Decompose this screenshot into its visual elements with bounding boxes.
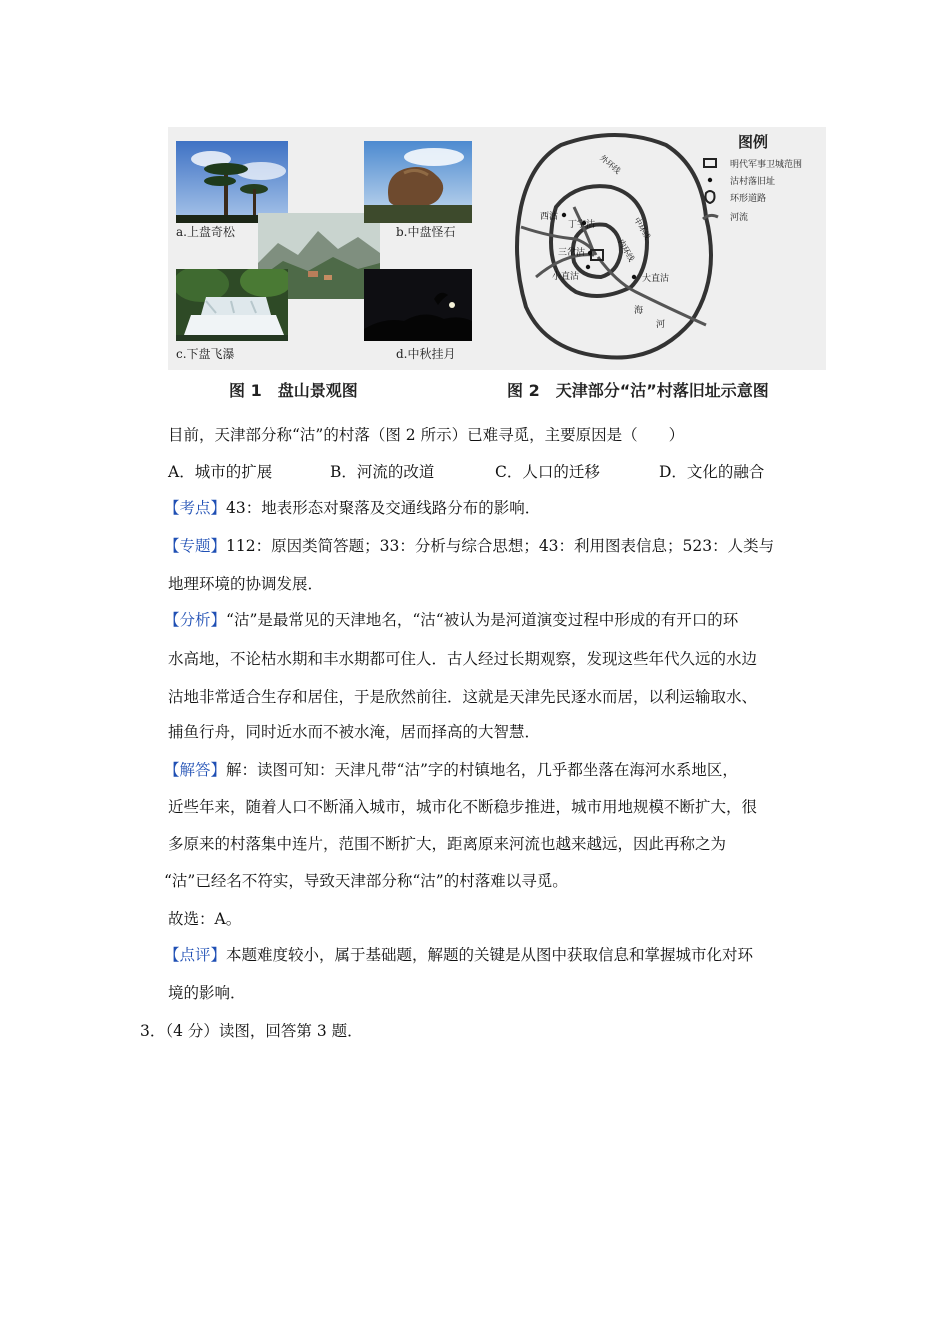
legend-title: 图例 (738, 133, 769, 151)
map-label-dazhi: 大直沽 (642, 274, 670, 284)
jieda-line4: “沽”已经名不符实，导致天津部分称“沽”的村落难以寻觅。 (164, 872, 568, 890)
option-b: B．河流的改道 (330, 463, 435, 481)
map-label-hai: 海 (634, 306, 644, 316)
option-a: A．城市的扩展 (168, 463, 273, 481)
dianping-line2: 境的影响． (168, 984, 246, 1002)
zhuanti-tag: 【专题】 (164, 537, 227, 555)
dianping-line1 (164, 945, 753, 965)
legend-ring-icon (706, 191, 715, 203)
village-dot (562, 213, 566, 217)
fenxi-text1: “沽”是最常见的天津地名，“沽“被认为是河道演变过程中形成的有开口的环 (226, 611, 739, 629)
kaodian-text: 43：地表形态对聚落及交通线路分布的影响． (226, 499, 541, 517)
dianping-text1: 本题难度较小，属于基础题，解题的关键是从图中获取信息和掌握城市化对环 (226, 946, 754, 964)
dianping-tag: 【点评】 (164, 946, 227, 964)
fenxi-line3: 沽地非常适合生存和居住，于是欣然前往．这就是天津先民逐水而居，以利运输取水、 (168, 688, 758, 706)
option-d: D．文化的融合 (659, 463, 765, 481)
photo-b-label: b.中盘怪石 (396, 225, 456, 239)
zhuanti-text1: 112：原因类简答题；33：分析与综合思想；43：利用图表信息；523：人类与 (226, 537, 775, 555)
map-label-middle-ring: 中环线 (632, 215, 652, 242)
jieda-line3: 多原来的村落集中连片，范围不断扩大，距离原来河流也越来越远，因此再称之为 (168, 835, 727, 853)
map-label-sancha: 三岔沽 (558, 248, 586, 258)
question-stem: 目前，天津部分称“沽”的村落（图 2 所示）已难寻觅，主要原因是（ ） (168, 426, 685, 444)
photo-d-label: d.中秋挂月 (396, 347, 456, 361)
figure2-caption: 图 2 天津部分“沽”村落旧址示意图 (507, 381, 769, 400)
next-question: 3．（4 分）读图，回答第 3 题． (140, 1022, 363, 1040)
map-label-xigu: 西沽 (540, 212, 559, 222)
photo-d-moon (364, 269, 472, 341)
map-label-he: 河 (656, 320, 666, 330)
legend-village-icon (708, 178, 712, 182)
jieda-text1: 解：读图可知：天津凡带“沽”字的村镇地名，几乎都坐落在海河水系地区， (226, 761, 738, 779)
map-label-dingzi: 丁字沽 (568, 220, 596, 230)
village-dot (586, 265, 590, 269)
legend-river-label: 河流 (730, 213, 749, 223)
zhuanti-line1 (164, 536, 774, 556)
fenxi-line2: 水高地，不论枯水期和丰水期都可住人．古人经过长期观察，发现这些年代久远的水边 (168, 650, 758, 668)
jieda-line2: 近些年来，随着人口不断涌入城市，城市化不断稳步推进，城市用地规模不断扩大，很 (168, 798, 758, 816)
photo-a-pine (176, 141, 288, 223)
map-label-outer-ring: 外环线 (597, 153, 623, 176)
jieda-answer: 故选：A。 (168, 910, 242, 928)
jieda-line1 (164, 760, 738, 780)
kaodian-line (164, 498, 540, 518)
legend-river-icon (703, 215, 718, 219)
legend-city-icon (704, 159, 716, 167)
zhuanti-line2: 地理环境的协调发展． (168, 575, 324, 593)
photo-c-label: c.下盘飞瀑 (176, 347, 235, 361)
figure-area (168, 127, 826, 370)
legend-city-label: 明代军事卫城范围 (730, 160, 803, 170)
jieda-tag: 【解答】 (164, 761, 227, 779)
fenxi-tag: 【分析】 (164, 611, 227, 629)
photo-b-rock (364, 141, 472, 223)
legend-ring-label: 环形道路 (730, 194, 767, 204)
photo-a-label: a.上盘奇松 (176, 225, 235, 239)
photo-c-waterfall (176, 269, 288, 341)
figure1-caption: 图 1 盘山景观图 (229, 381, 358, 400)
map-label-xiaozhi: 小直沽 (552, 272, 580, 282)
fenxi-line4: 捕鱼行舟，同时近水而不被水淹，居而择高的大智慧． (168, 723, 541, 741)
option-c: C．人口的迁移 (495, 463, 600, 481)
fenxi-line1 (164, 610, 738, 630)
map-label-inner-ring: 内环线 (616, 237, 636, 264)
legend-village-label: 沽村落旧址 (730, 177, 776, 187)
village-dot (588, 251, 592, 255)
kaodian-tag: 【考点】 (164, 499, 227, 517)
village-dot (632, 275, 636, 279)
